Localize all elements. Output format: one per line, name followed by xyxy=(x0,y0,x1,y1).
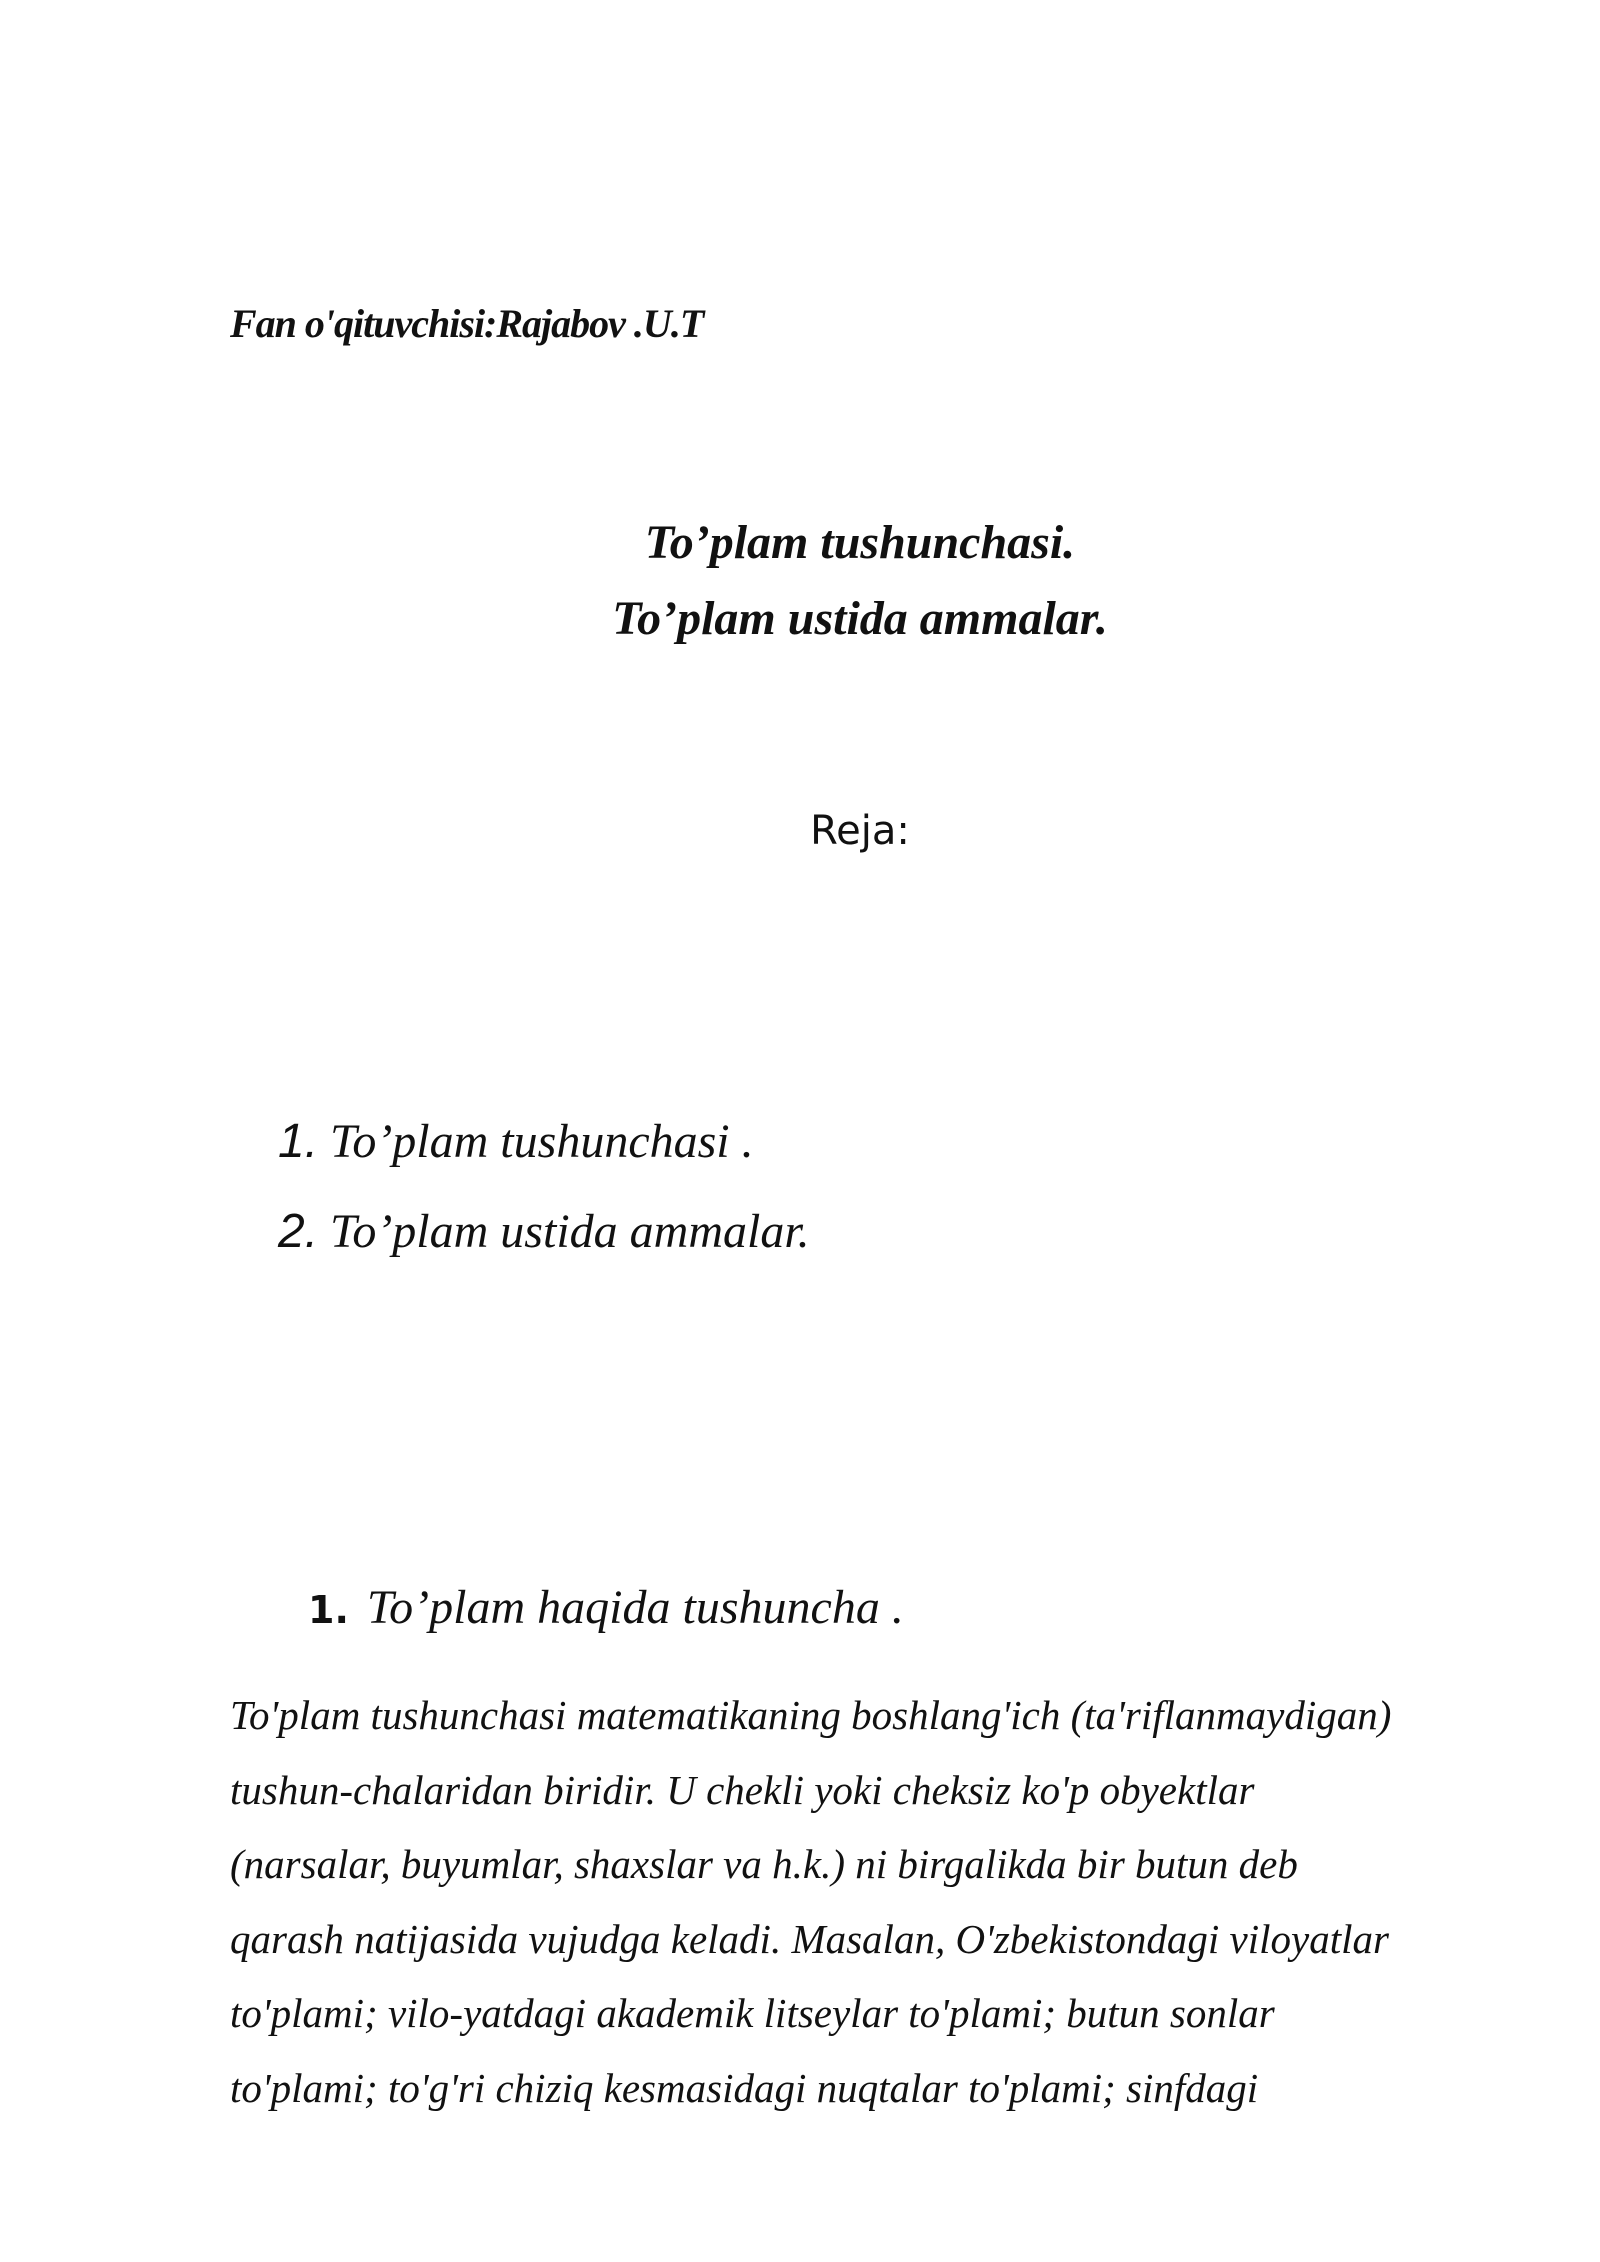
body-line: (narsalar, buyumlar, shaxslar va h.k.) ni birgalikda bir butun deb xyxy=(230,1841,1298,1887)
section-title: To’plam haqida tushuncha . xyxy=(366,1581,904,1634)
plan-item xyxy=(278,1112,810,1202)
plan-item xyxy=(278,1202,810,1292)
plan-list xyxy=(278,1112,810,1292)
title-line-1: To’plam tushunchasi. xyxy=(644,516,1076,569)
section-heading xyxy=(308,1580,904,1635)
plan-item-text: To’plam ustida ammalar. xyxy=(330,1205,810,1258)
teacher-line: Fan o'qituvchisi:Rajabov .U.T xyxy=(230,301,704,346)
plan-item-number: 1. xyxy=(278,1115,319,1168)
body-line: qarash natijasida vujudga keladi. Masalan, O'zbekistondagi viloyatlar xyxy=(230,1915,1389,1962)
section-number: 1. xyxy=(308,1588,349,1632)
body-line: to'plami; vilo-yatdagi akademik litseylar to'plami; butun sonlar xyxy=(230,1990,1275,2036)
body-line: to'plami; to'g'ri chiziq kesmasidagi nuqtalar to'plami; sinfdagi xyxy=(230,2064,1259,2111)
document-title xyxy=(0,505,1600,657)
plan-heading: Reja: xyxy=(810,808,910,854)
plan-item-number: 2. xyxy=(278,1205,319,1258)
body-line: To'plam tushunchasi matematikaning boshlang'ich (ta'riflanmaydigan) xyxy=(230,1692,1392,1738)
title-line-2: To’plam ustida ammalar. xyxy=(612,592,1108,645)
plan-item-text: To’plam tushunchasi . xyxy=(330,1115,754,1168)
body-paragraph xyxy=(230,1678,1530,2125)
body-line: tushun-chalaridan biridir. U chekli yoki cheksiz ko'p obyektlar xyxy=(230,1766,1255,1813)
